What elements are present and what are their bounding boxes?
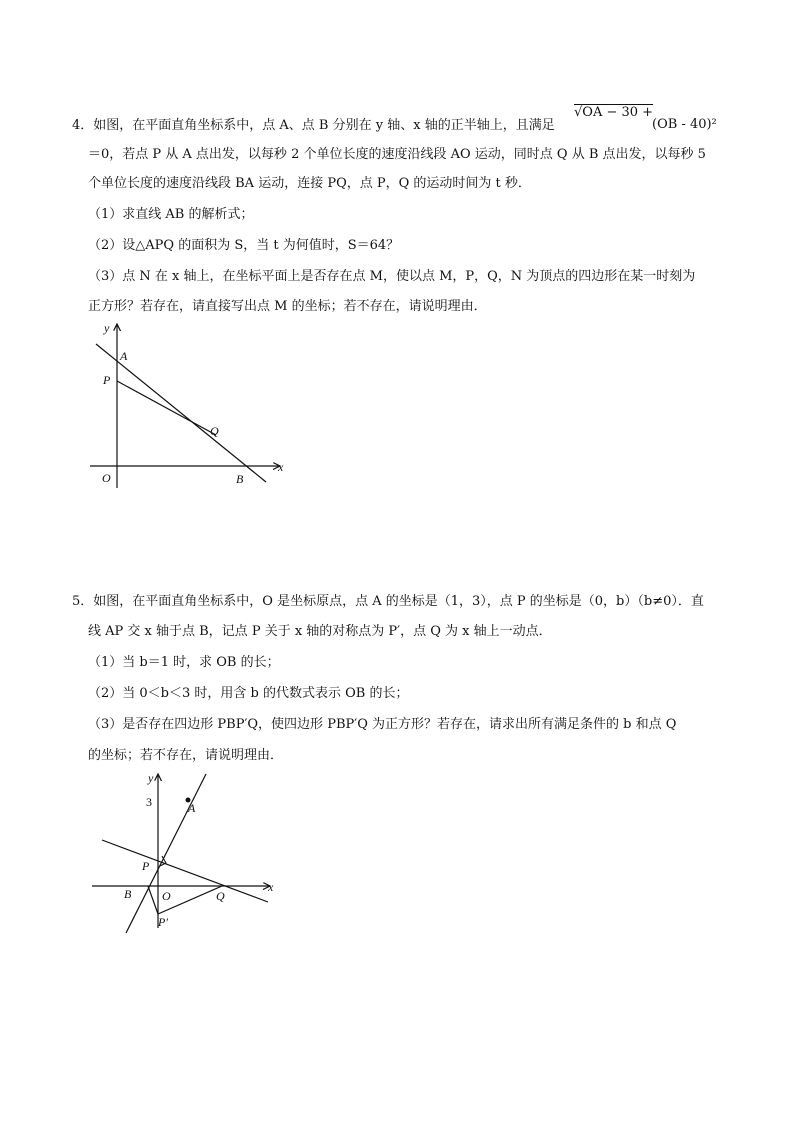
label-Q: Q <box>216 889 225 903</box>
label-Pprime: P′ <box>158 915 168 929</box>
label-y: y <box>148 771 154 785</box>
label-y: y <box>104 321 110 335</box>
radical-expression: √OA − 30 + <box>574 105 654 120</box>
segment-BPprime <box>148 886 158 914</box>
label-B: B <box>236 472 244 486</box>
square-expression: (OB - 40)² <box>652 117 717 132</box>
problem4-line3: 个单位长度的速度沿线段 BA 运动，连接 PQ，点 P，Q 的运动时间为 t 秒． <box>88 176 531 191</box>
problem4-question1: （1）求直线 AB 的解析式； <box>88 207 254 222</box>
problem5-question3a: （3）是否存在四边形 PBP′Q，使四边形 PBP′Q 为正方形？若存在，请求出所有满足条件的 b 和点 Q <box>88 717 677 732</box>
problem5-line2: 线 AP 交 x 轴于点 B，记点 P 关于 x 轴的对称点为 P′，点 Q 为 x 轴上一动点． <box>88 624 552 639</box>
label-x: x <box>278 460 284 474</box>
problem5-figure <box>92 770 292 940</box>
problem5-text-line1: 如图，在平面直角坐标系中，O 是坐标原点，点 A 的坐标是（1，3），点 P 的坐标是（0，b）（b≠0）．直 <box>93 594 704 609</box>
label-O: O <box>102 471 111 485</box>
label-A: A <box>120 349 128 363</box>
problem4-square-term <box>652 116 717 134</box>
problem4-figure <box>82 318 302 498</box>
problem4-question2: （2）设△APQ 的面积为 S，当 t 为何值时，S＝64？ <box>88 238 400 253</box>
problem5-number: 5． <box>72 594 94 609</box>
problem4-number: 4． <box>72 118 94 133</box>
label-P: P <box>142 859 150 873</box>
line-AB <box>96 344 266 482</box>
problem4-question3b: 正方形？若存在，请直接写出点 M 的坐标；若不存在，请说明理由． <box>88 299 487 314</box>
label-P: P <box>103 373 111 387</box>
label-Q: Q <box>210 424 219 438</box>
label-x: x <box>268 880 274 894</box>
label-A: A <box>188 801 196 815</box>
problem4-radical <box>574 104 653 122</box>
problem4-line1 <box>72 117 555 135</box>
label-3: 3 <box>146 795 152 809</box>
label-O: O <box>162 889 171 903</box>
problem5-line1 <box>72 593 704 611</box>
label-B: B <box>124 887 132 901</box>
problem5-question2: （2）当 0＜b＜3 时，用含 b 的代数式表示 OB 的长； <box>88 686 409 701</box>
problem5-question1: （1）当 b＝1 时，求 OB 的长； <box>88 655 280 670</box>
segment-PQ <box>117 381 216 435</box>
problem4-line2: ＝0，若点 P 从 A 点出发，以每秒 2 个单位长度的速度沿线段 AO 运动，同时点 Q 从 B 点出发，以每秒 5 <box>88 147 706 162</box>
problem4-text-line1: 如图，在平面直角坐标系中，点 A、点 B 分别在 y 轴、x 轴的正半轴上，且满足 <box>93 118 555 133</box>
problem5-question3b: 的坐标；若不存在，请说明理由． <box>88 748 284 763</box>
problem4-question3a: （3）点 N 在 x 轴上，在坐标平面上是否存在点 M，使以点 M，P，Q，N 为顶点的四边形在某一时刻为 <box>88 269 696 284</box>
